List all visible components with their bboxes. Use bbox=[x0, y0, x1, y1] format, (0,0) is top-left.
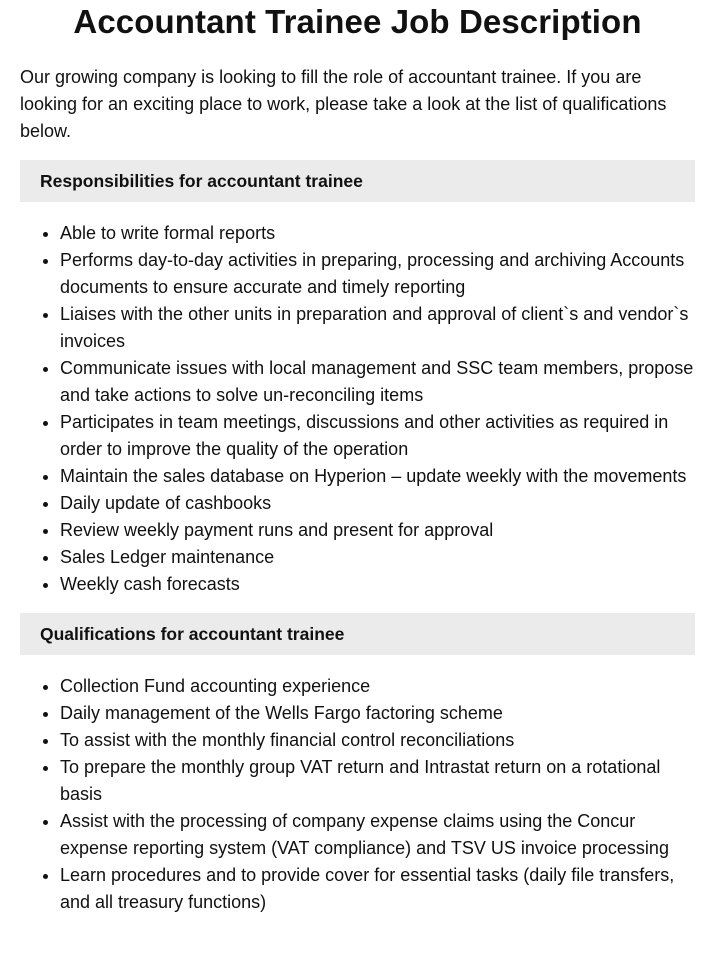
list-item: • Communicate issues with local management and SSC team members, propose and take actions to solve un-reconciling items bbox=[60, 355, 695, 409]
list-item: • To prepare the monthly group VAT return and Intrastat return on a rotational basis bbox=[60, 754, 695, 808]
list-item: • Daily management of the Wells Fargo factoring scheme bbox=[60, 700, 695, 727]
list-item: • Collection Fund accounting experience bbox=[60, 673, 695, 700]
list-item: • Learn procedures and to provide cover for essential tasks (daily file transfers, and all treasury functions) bbox=[60, 862, 695, 916]
list-item: • To assist with the monthly financial control reconciliations bbox=[60, 727, 695, 754]
list-item: • Weekly cash forecasts bbox=[60, 571, 695, 598]
list-item: • Assist with the processing of company expense claims using the Concur expense reporting system (VAT compliance) and TSV US invoice processing bbox=[60, 808, 695, 862]
list-item: • Maintain the sales database on Hyperion – update weekly with the movements bbox=[60, 463, 695, 490]
list-item: • Participates in team meetings, discussions and other activities as required in order to improve the quality of the operation bbox=[60, 409, 695, 463]
list-item: • Sales Ledger maintenance bbox=[60, 544, 695, 571]
list-item: • Performs day-to-day activities in preparing, processing and archiving Accounts documents to ensure accurate and timely reporting bbox=[60, 247, 695, 301]
qualifications-heading: Qualifications for accountant trainee bbox=[20, 613, 695, 655]
responsibilities-heading: Responsibilities for accountant trainee bbox=[20, 160, 695, 202]
qualifications-list bbox=[20, 673, 695, 916]
page-title: Accountant Trainee Job Description bbox=[73, 3, 642, 40]
list-item: • Liaises with the other units in preparation and approval of client`s and vendor`s invoices bbox=[60, 301, 695, 355]
responsibilities-list bbox=[20, 220, 695, 598]
list-item: • Able to write formal reports bbox=[60, 220, 695, 247]
intro-paragraph: Our growing company is looking to fill the role of accountant trainee. If you are looking for an exciting place to work, please take a look at the list of qualifications below. bbox=[20, 67, 667, 141]
list-item: • Daily update of cashbooks bbox=[60, 490, 695, 517]
list-item: • Review weekly payment runs and present for approval bbox=[60, 517, 695, 544]
